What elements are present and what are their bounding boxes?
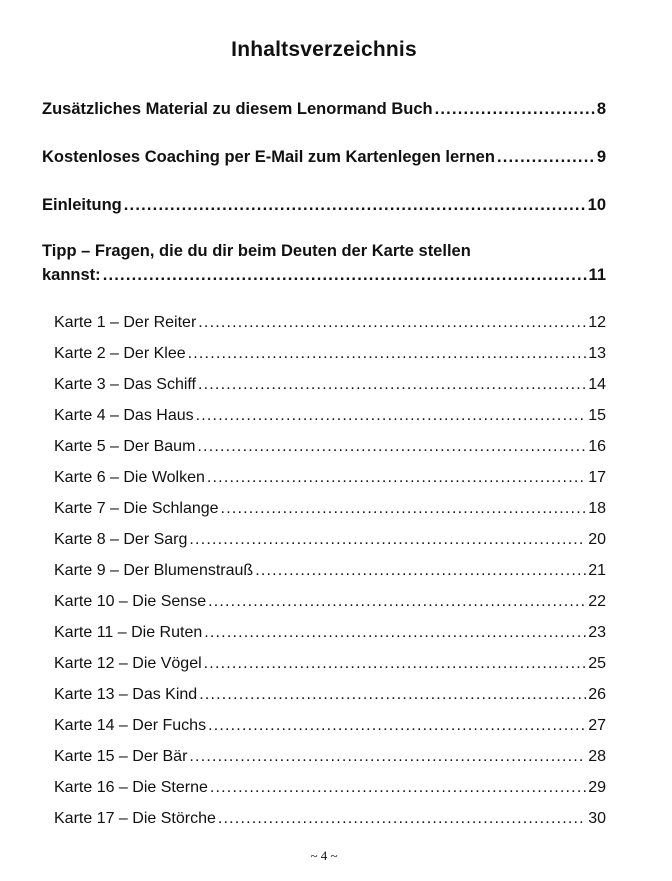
dot-leader: [198, 376, 586, 394]
toc-page-number: 8: [596, 100, 606, 118]
toc-entry-label: Karte 11 – Die Ruten: [54, 624, 203, 641]
toc-page-number: 11: [588, 266, 606, 284]
toc-page-number: 16: [588, 438, 606, 455]
toc-page-number: 27: [588, 717, 606, 734]
toc-entry-label: Karte 14 – Der Fuchs: [54, 717, 207, 734]
toc-sub-entry[interactable]: [42, 624, 606, 655]
toc-page-number: 28: [588, 748, 606, 765]
toc-page-number: 25: [588, 655, 606, 672]
toc-entry-label: Karte 13 – Das Kind: [54, 686, 198, 703]
toc-page-number: 12: [588, 314, 606, 331]
toc-page-number: 14: [588, 376, 606, 393]
toc-page-number: 29: [588, 779, 606, 796]
toc-sub-entry[interactable]: [42, 748, 606, 779]
dot-leader: [189, 748, 586, 766]
toc-main-entry-2[interactable]: [42, 196, 606, 215]
toc-entry-label: Karte 2 – Der Klee: [54, 345, 186, 362]
dot-leader: [210, 779, 586, 797]
dot-leader: [497, 148, 595, 167]
toc-main-entry-0[interactable]: [42, 100, 606, 119]
dot-leader: [196, 407, 587, 425]
toc-sub-entries: [42, 314, 606, 841]
toc-page-number: 23: [588, 624, 606, 641]
toc-entry-label: Karte 3 – Das Schiff: [54, 376, 196, 393]
toc-sub-entry[interactable]: [42, 779, 606, 810]
toc-sub-entry[interactable]: [42, 810, 606, 841]
toc-entry-label: Einleitung: [42, 196, 122, 214]
toc-entry-label-line2: kannst:: [42, 266, 101, 284]
toc-sub-entry[interactable]: [42, 376, 606, 407]
toc-entry-label: Karte 5 – Der Baum: [54, 438, 196, 455]
toc-page-number: 21: [588, 562, 606, 579]
toc-entry-label: Kostenloses Coaching per E-Mail zum Kartenlegen lernen: [42, 148, 495, 166]
toc-page-number: 22: [588, 593, 606, 610]
dot-leader: [208, 593, 586, 611]
toc-entry-label: Karte 16 – Die Sterne: [54, 779, 208, 796]
toc-sub-entry[interactable]: [42, 500, 606, 531]
toc-page-number: 13: [588, 345, 606, 362]
dot-leader: [207, 469, 586, 487]
dot-leader: [208, 717, 586, 735]
toc-tipp-entry[interactable]: [42, 242, 606, 285]
dot-leader: [204, 655, 587, 673]
toc-sub-entry[interactable]: [42, 531, 606, 562]
toc-sub-entry[interactable]: [42, 345, 606, 376]
toc-entry-label: Karte 6 – Die Wolken: [54, 469, 205, 486]
toc-entry-label: Zusätzliches Material zu diesem Lenormand Buch: [42, 100, 433, 118]
toc-page-number: 20: [588, 531, 606, 548]
toc-entry-label: Karte 12 – Die Vögel: [54, 655, 202, 672]
toc-entry-label: Karte 8 – Der Sarg: [54, 531, 188, 548]
toc-entry-label: Karte 4 – Das Haus: [54, 407, 194, 424]
page-title: Inhaltsverzeichnis: [231, 38, 417, 61]
dot-leader: [197, 438, 586, 456]
toc-entry-label: Karte 9 – Der Blumenstrauß: [54, 562, 254, 579]
toc-page-number: 15: [588, 407, 606, 424]
dot-leader: [221, 500, 587, 518]
toc-page-number: 30: [588, 810, 606, 827]
dot-leader: [198, 314, 586, 332]
toc-page-number: 18: [588, 500, 606, 517]
toc-sub-entry[interactable]: [42, 686, 606, 717]
toc-page-number: 9: [596, 148, 606, 166]
toc-entry-label-line1: Tipp – Fragen, die du dir beim Deuten der Karte stellen: [42, 242, 471, 260]
toc-sub-entry[interactable]: [42, 562, 606, 593]
toc-entry-label: Karte 10 – Die Sense: [54, 593, 207, 610]
dot-leader: [189, 531, 586, 549]
dot-leader: [199, 686, 586, 704]
toc-page-number: 17: [588, 469, 606, 486]
toc-main-entry-1[interactable]: [42, 148, 606, 167]
dot-leader: [188, 345, 587, 363]
dot-leader: [124, 196, 586, 215]
toc-entry-label: Karte 1 – Der Reiter: [54, 314, 197, 331]
dot-leader: [435, 100, 595, 119]
toc-sub-entry[interactable]: [42, 407, 606, 438]
toc-sub-entry[interactable]: [42, 593, 606, 624]
toc-sub-entry[interactable]: [42, 469, 606, 500]
toc-sub-entry[interactable]: [42, 438, 606, 469]
dot-leader: [255, 562, 586, 580]
dot-leader: [103, 266, 587, 285]
dot-leader: [204, 624, 586, 642]
toc-sub-entry[interactable]: [42, 314, 606, 345]
toc-sub-entry[interactable]: [42, 655, 606, 686]
toc-entry-label: Karte 15 – Der Bär: [54, 748, 188, 765]
toc-page-number: 26: [588, 686, 606, 703]
dot-leader: [218, 810, 586, 828]
toc-page-number: 10: [587, 196, 606, 214]
toc-sub-entry[interactable]: [42, 717, 606, 748]
page-footer-number: ~ 4 ~: [310, 848, 338, 863]
toc-entry-label: Karte 7 – Die Schlange: [54, 500, 219, 517]
toc-entry-label: Karte 17 – Die Störche: [54, 810, 216, 827]
